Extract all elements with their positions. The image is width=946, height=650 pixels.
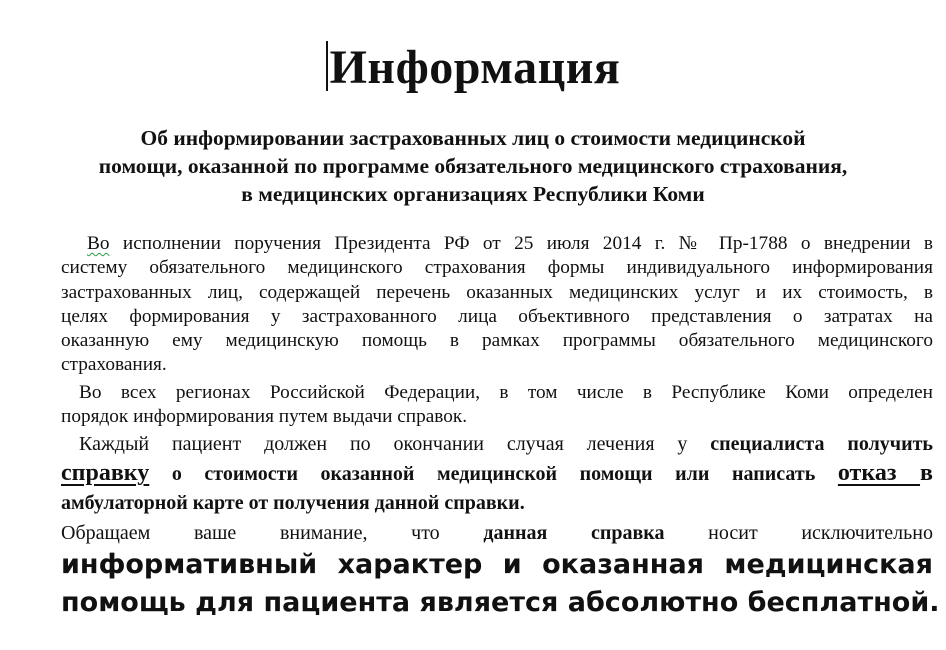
subtitle-line-1: Об информировании застрахованных лиц о стоимости медицинской (140, 126, 806, 150)
paragraph-1-line-3: застрахованных лиц, содержащей перечень оказанных медицинских услуг и их стоимость, в (61, 281, 933, 303)
title-block (0, 40, 946, 95)
paragraph-1-line-6: страхования. (61, 354, 167, 376)
paragraph-3-normal-text: Каждый пациент должен по окончании случая лечения у (79, 433, 711, 455)
paragraph-1-line-1 (61, 232, 933, 256)
subtitle-line-3: в медицинских организациях Республики Коми (241, 182, 705, 206)
paragraph-4-line-3: помощь для пациента является абсолютно бесплатной. (61, 587, 940, 618)
paragraph-4 (61, 520, 940, 622)
paragraph-1-line-1-text: исполнении поручения Президента РФ от 25 июля 2014 г. № Пр-1788 о внедрении в (109, 233, 933, 254)
text-cursor (326, 41, 328, 91)
paragraph-4-normal-text: Обращаем ваше внимание, что (61, 522, 484, 544)
paragraph-1-line-5: оказанную ему медицинскую помощь в рамках программы обязательного медицинского (61, 330, 933, 352)
paragraph-4-line-1 (61, 520, 933, 546)
paragraph-3-bold-text: специалиста получить (710, 433, 934, 455)
paragraph-4-rest-text: носит исключительно (664, 522, 933, 544)
paragraph-1-line-4: целях формирования у застрахованного лица объективного представления о затратах на (61, 305, 933, 327)
paragraph-3-line-3: амбулаторной карте от получения данной справки. (61, 492, 525, 514)
paragraph-3-line-1 (61, 430, 933, 459)
paragraph-4-line-2: информативный характер и оказанная медицинская (61, 549, 933, 580)
paragraph-3-line-2 (61, 459, 933, 489)
subtitle (40, 124, 906, 208)
paragraph-2 (61, 381, 933, 430)
otkaz-link: отказ (837, 460, 921, 486)
page-title: Информация (329, 41, 621, 94)
subtitle-line-2: помощи, оказанной по программе обязательного медицинского страхования, (98, 154, 848, 178)
paragraph-3-line-2-end: в (920, 460, 934, 486)
paragraph-4-bold-text: данная справка (483, 522, 665, 544)
paragraph-2-line-2: порядок информирования путем выдачи справок. (61, 406, 468, 428)
paragraph-2-line-1: Во всех регионах Российской Федерации, в том числе в Республике Коми определен (79, 382, 933, 403)
spellcheck-word: Во (87, 233, 110, 254)
paragraph-3-line-2-text: о стоимости оказанной медицинской помощи или написать (149, 463, 838, 485)
paragraph-1-line-2: систему обязательного медицинского страхования формы индивидуального информирования (61, 257, 933, 279)
spravka-link: справку (61, 460, 150, 486)
paragraph-1 (61, 232, 933, 378)
paragraph-3 (61, 430, 933, 518)
